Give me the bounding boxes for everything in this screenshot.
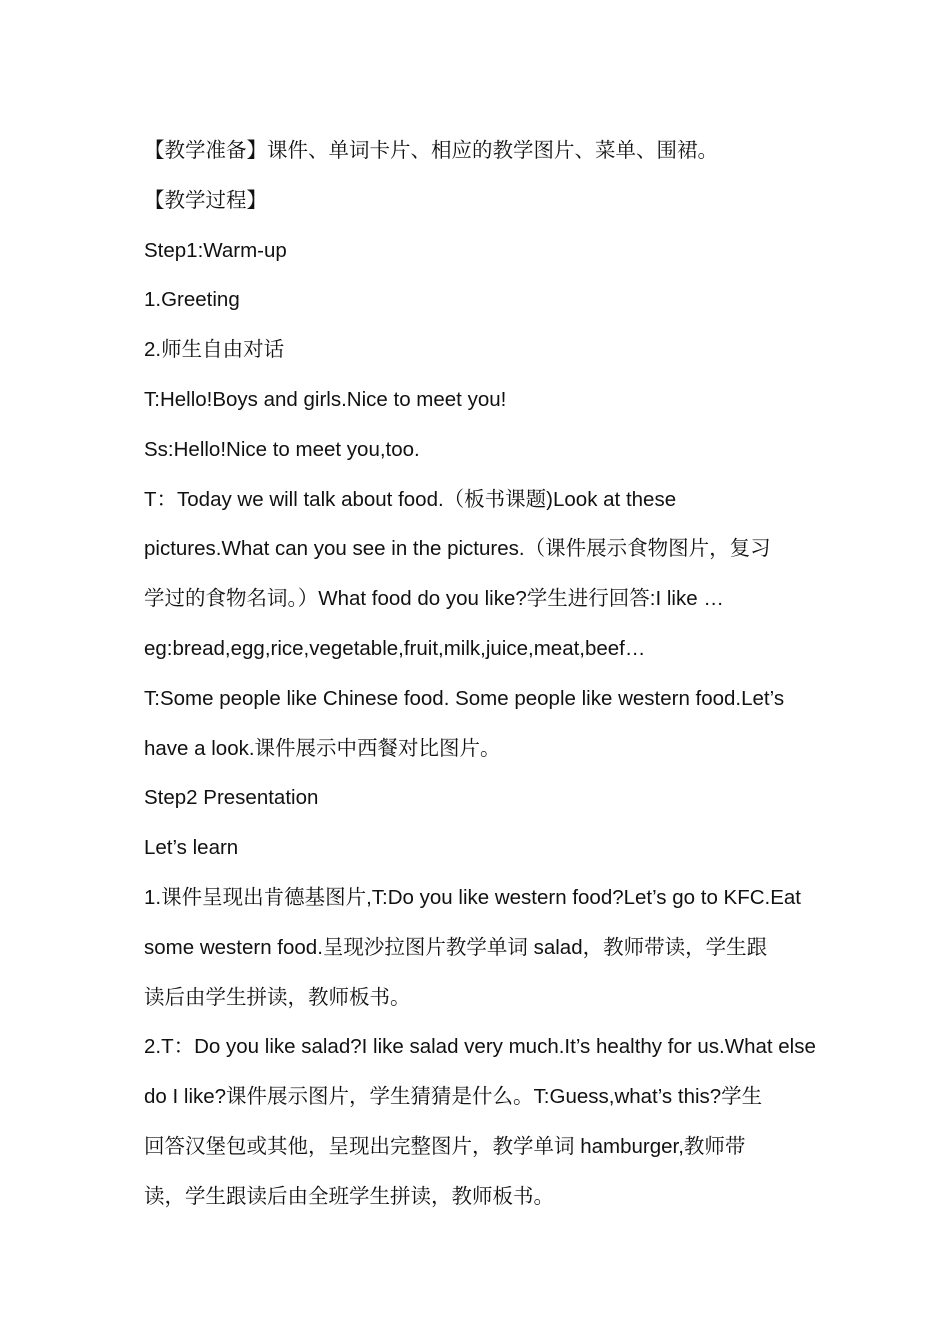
text-line: do I like?课件展示图片，学生猜猜是什么。T:Guess,what’s this?学生 bbox=[144, 1085, 763, 1109]
text-line: eg:bread,egg,rice,vegetable,fruit,milk,juice,meat,beef… bbox=[144, 636, 646, 660]
text-line: 2.师生自由对话 bbox=[144, 338, 285, 362]
text-line: 2.T：Do you like salad?I like salad very much.It’s healthy for us.What else bbox=[144, 1035, 816, 1059]
text-line: some western food.呈现沙拉图片教学单词 salad，教师带读，学生跟 bbox=[144, 935, 768, 959]
text-line: T：Today we will talk about food.（板书课题)Look at these bbox=[144, 487, 677, 511]
text-line: 1.Greeting bbox=[144, 288, 240, 312]
step1-heading: Step1:Warm-up bbox=[144, 238, 287, 262]
text-line: T:Hello!Boys and girls.Nice to meet you! bbox=[144, 387, 507, 411]
text-line: 读后由学生拼读，教师板书。 bbox=[144, 985, 411, 1009]
text-line: pictures.What can you see in the pictures.（课件展示食物图片，复习 bbox=[144, 537, 771, 561]
lets-learn-heading: Let’s learn bbox=[144, 836, 239, 860]
text-line: Ss:Hello!Nice to meet you,too. bbox=[144, 437, 420, 461]
text-line: have a look.课件展示中西餐对比图片。 bbox=[144, 736, 501, 760]
document-body bbox=[144, 126, 814, 1222]
text-line: 1.课件呈现出肯德基图片,T:Do you like western food?Let’s go to KFC.Eat bbox=[144, 885, 802, 909]
teaching-preparation-line: 【教学准备】课件、单词卡片、相应的教学图片、菜单、围裙。 bbox=[144, 139, 718, 162]
text-line: 读，学生跟读后由全班学生拼读，教师板书。 bbox=[144, 1184, 554, 1208]
text-line: 回答汉堡包或其他，呈现出完整图片，教学单词 hamburger,教师带 bbox=[144, 1134, 746, 1158]
teaching-process-heading: 【教学过程】 bbox=[144, 188, 267, 212]
text-line: 学过的食物名词。）What food do you like?学生进行回答:I like … bbox=[144, 587, 724, 611]
step2-heading: Step2 Presentation bbox=[144, 786, 319, 810]
text-line: T:Some people like Chinese food. Some people like western food.Let’s bbox=[144, 686, 785, 710]
